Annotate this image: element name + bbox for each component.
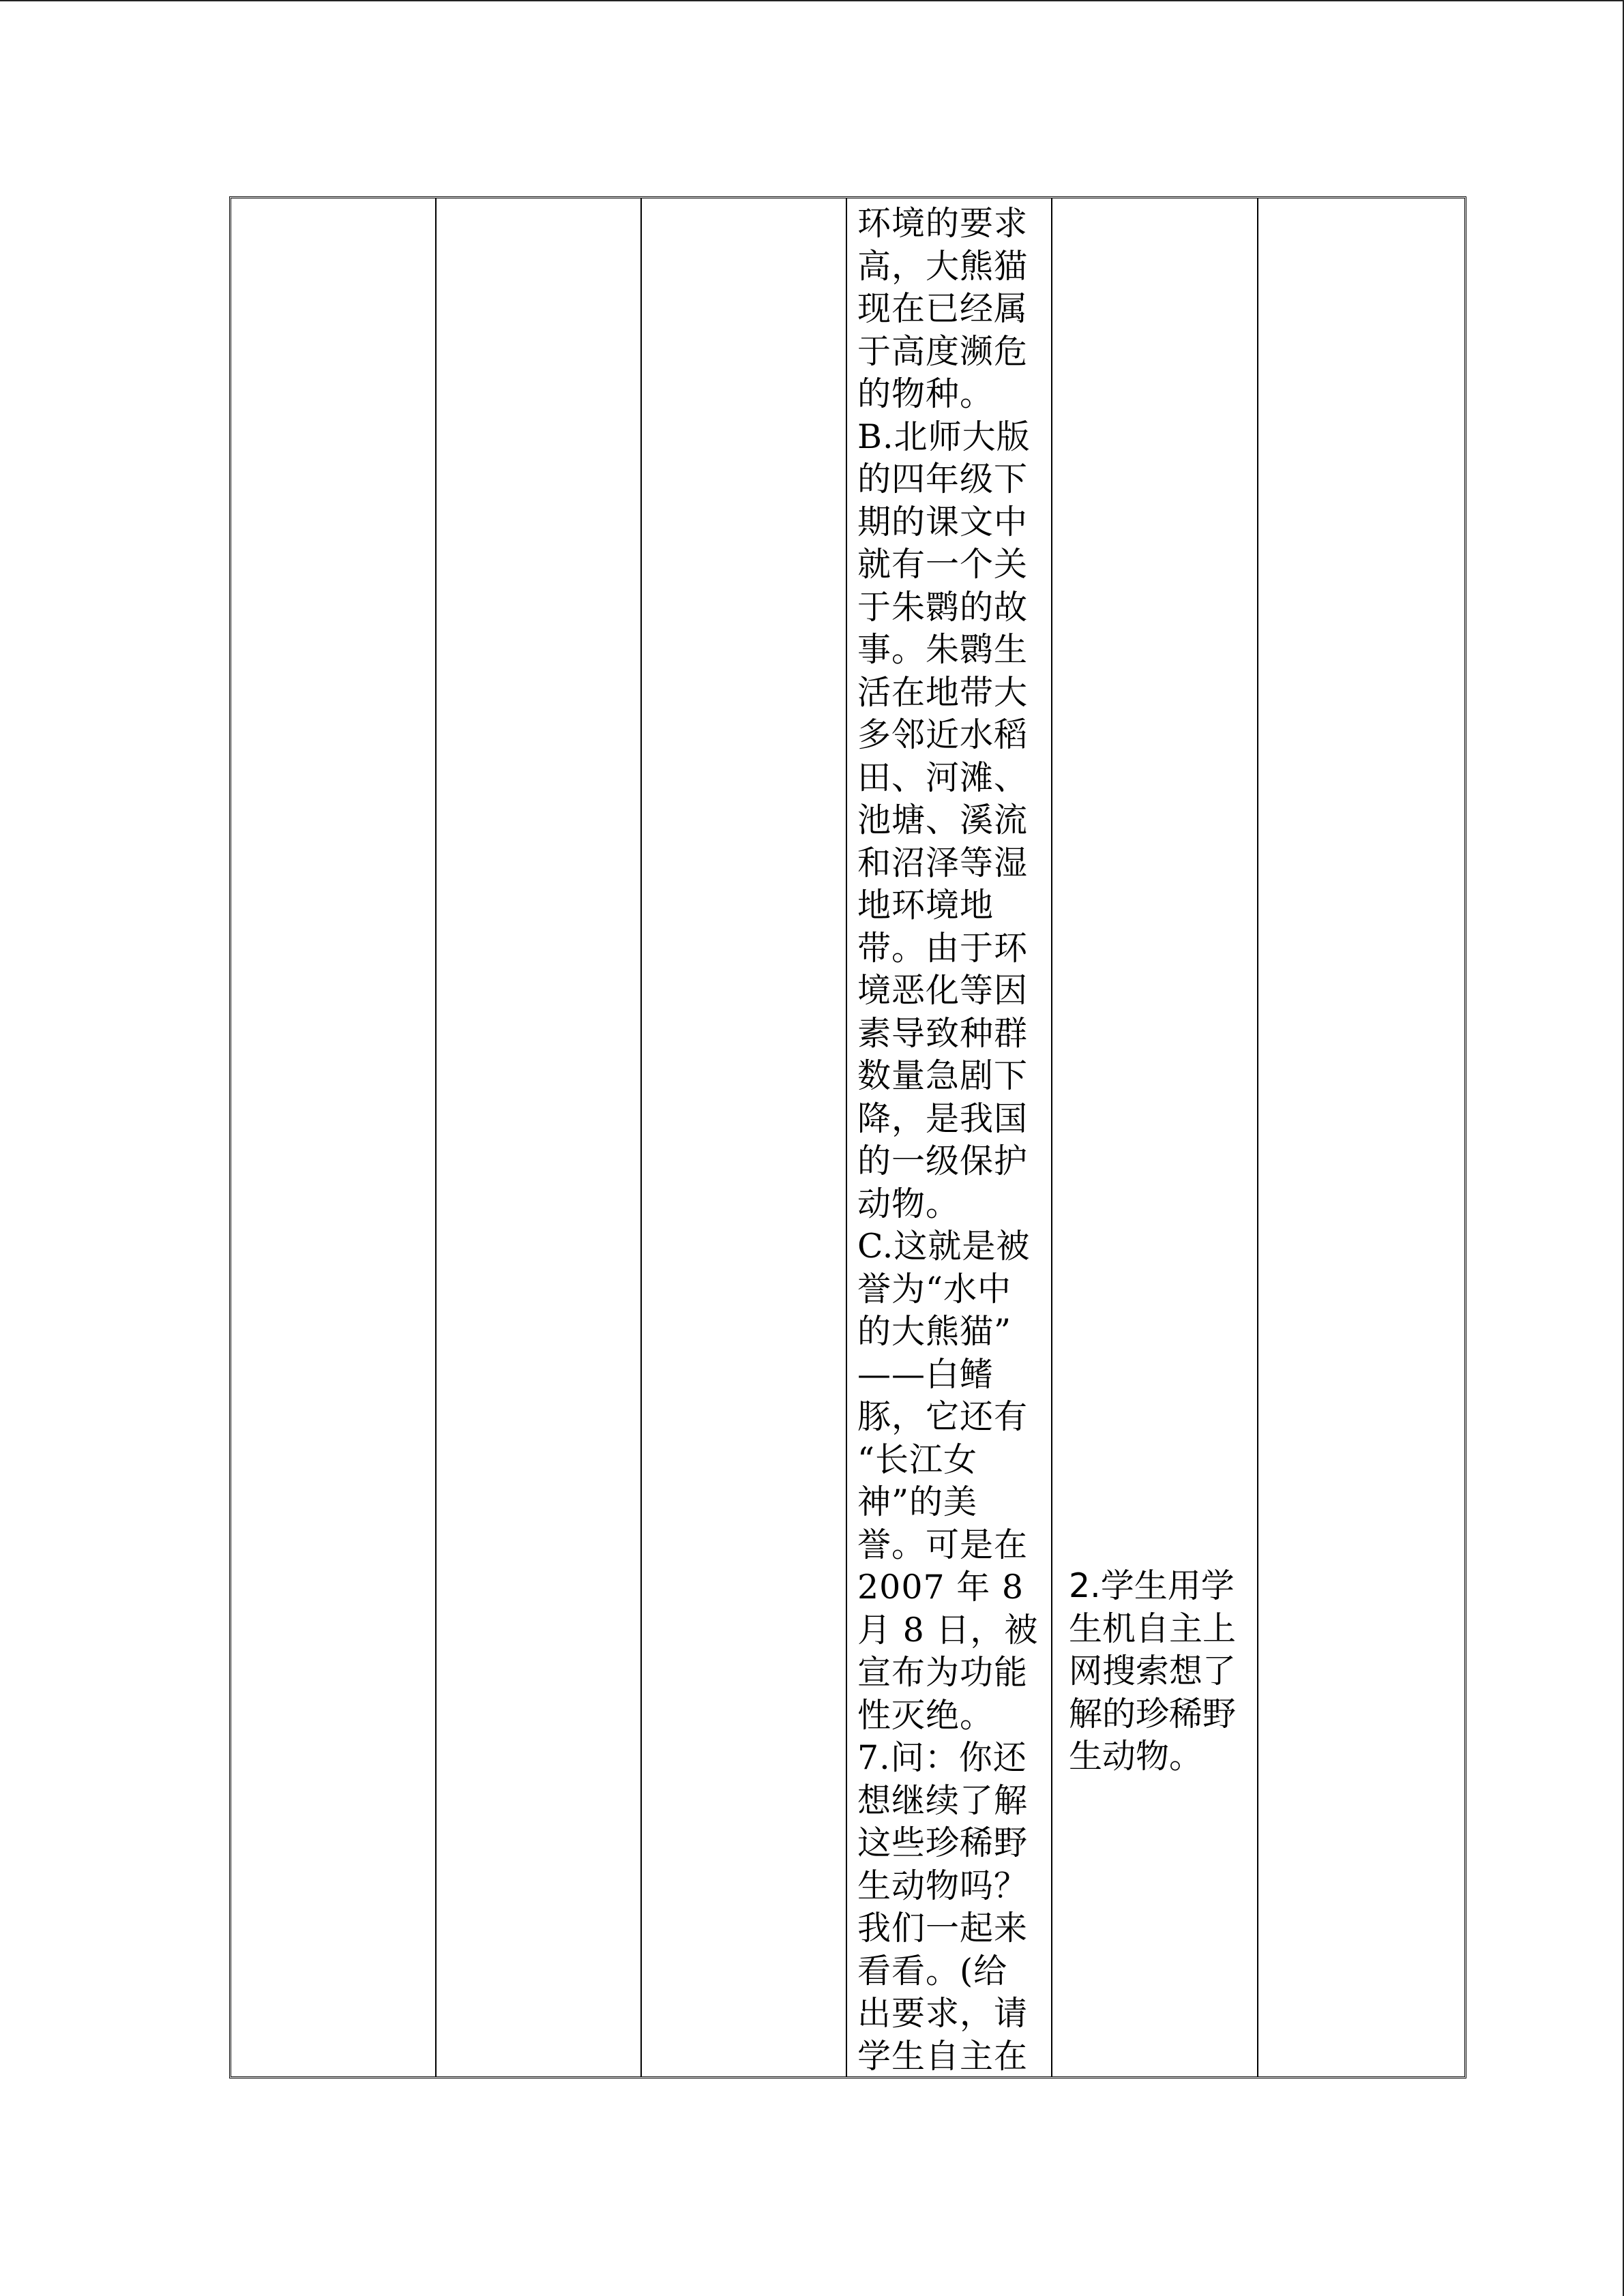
table-column-student-activity	[1052, 198, 1258, 2076]
table-column-1	[231, 198, 437, 2076]
table-column-6	[1258, 198, 1464, 2076]
lesson-plan-table	[229, 196, 1466, 2078]
teacher-activity-text: 环境的要求 高，大熊猫 现在已经属 于高度濒危 的物种。 B.北师大版 的四年级下 期的课文中 就有一个关 于朱鹮的故 事。朱鹮生 活在地带大 多邻近水稻 田、河滩、 池塘、溪流 和沼泽等湿 地环境地 带。由于环 境恶化等因 素导致种群 数量急剧下 降，是我国 的一级保护 动物。 C.这就是被 誉为“水中 的大熊猫” ——白鳍 豚，它还有 “长江女 神”的美 誉。可是在 2007 年 8 月 8 日，被 宣布为功能 性灭绝。 7.问：你还 想继续了解 这些珍稀野 生动物吗？ 我们一起来 看看。(给 出要求，请 学生自主在	[857, 204, 1039, 2076]
page-border-top	[0, 0, 1624, 1]
table-column-3	[642, 198, 847, 2076]
table-column-2	[437, 198, 642, 2076]
table-column-teacher-activity	[847, 198, 1052, 2076]
student-activity-text: 2.学生用学 生机自主上 网搜索想了 解的珍稀野 生动物。	[1069, 1566, 1237, 1776]
